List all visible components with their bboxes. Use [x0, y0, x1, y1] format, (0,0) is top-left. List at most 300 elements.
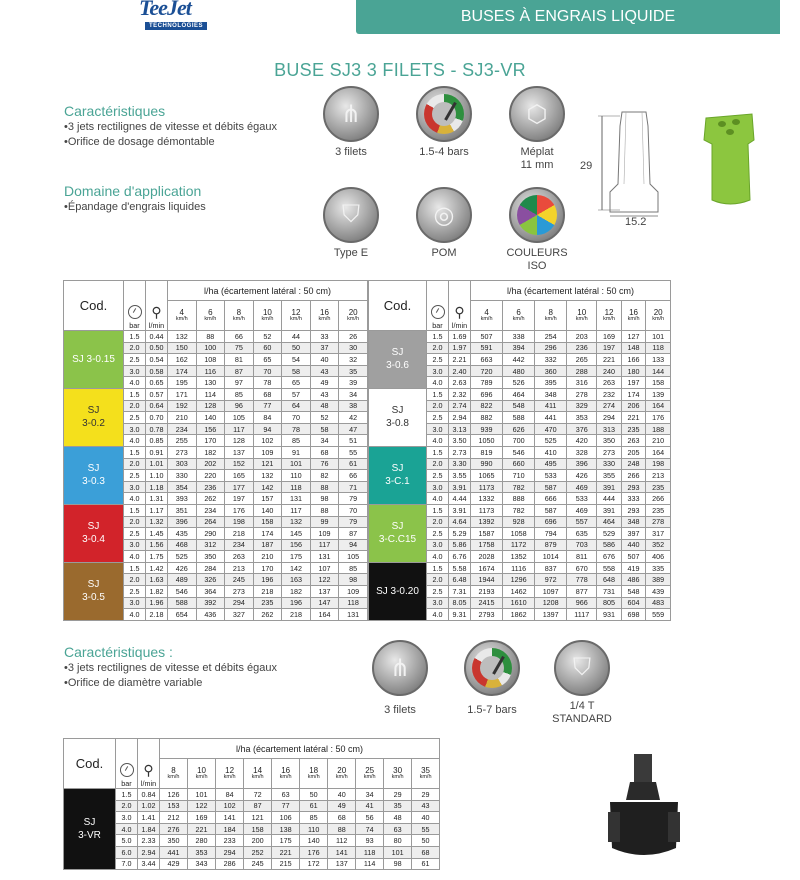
table-cell: 394	[503, 342, 535, 354]
table-cell: 81	[225, 354, 254, 366]
lmin-header: l/min	[148, 321, 165, 330]
table-cell: 77	[272, 800, 300, 812]
table-cell: 353	[567, 412, 597, 424]
icon-label: 1.5-4 bars	[419, 146, 469, 158]
table-cell: 2.94	[449, 412, 471, 424]
icon-label: 1/4 T STANDARD	[552, 700, 612, 725]
table-cell: 65	[282, 377, 311, 389]
table-cell: 5.58	[449, 562, 471, 574]
table-cell: 235	[253, 597, 282, 609]
table-cell: 436	[196, 609, 225, 621]
table-cell: 263	[225, 551, 254, 563]
table-cell: 2.0	[427, 516, 449, 528]
table-cell: 1.42	[146, 562, 168, 574]
table-cell: 210	[168, 412, 197, 424]
table-cell: 1.5	[124, 331, 146, 343]
table-cell: 312	[196, 539, 225, 551]
table-cell: 3.0	[124, 539, 146, 551]
speed-header: 35 km/h	[412, 759, 440, 789]
table-cell: 87	[244, 800, 272, 812]
table-cell: 296	[535, 342, 567, 354]
table-cell: 206	[621, 400, 646, 412]
table-cell: 34	[356, 789, 384, 801]
table-cell: 1.5	[427, 446, 449, 458]
table-cell: 221	[597, 354, 622, 366]
table-cell: 648	[597, 574, 622, 586]
table-cell: 439	[646, 586, 671, 598]
speed-header: 8 km/h	[160, 759, 188, 789]
table-cell: 1208	[535, 597, 567, 609]
table-cell: 782	[503, 504, 535, 516]
table-cell: 2.73	[449, 446, 471, 458]
table-cell: 248	[621, 458, 646, 470]
table-cell: 811	[567, 551, 597, 563]
table-cell: 676	[597, 551, 622, 563]
height-dimension: 29	[580, 160, 593, 172]
table-cell: 1173	[471, 504, 503, 516]
table-row	[64, 331, 368, 343]
table-cell: 507	[471, 331, 503, 343]
table-cell: 116	[196, 365, 225, 377]
table-cell: 88	[310, 504, 339, 516]
table-cell: 112	[328, 835, 356, 847]
table-cell: 442	[503, 354, 535, 366]
table-cell: 548	[621, 586, 646, 598]
table-cell: 5.29	[449, 528, 471, 540]
nozzle-code: SJ 3-0.15	[64, 331, 124, 389]
table-cell: 137	[310, 586, 339, 598]
table-cell: 236	[196, 481, 225, 493]
table-cell: 263	[597, 377, 622, 389]
table-cell: 40	[328, 789, 356, 801]
table-cell: 703	[567, 539, 597, 551]
table-cell: 245	[244, 858, 272, 870]
table-cell: 252	[244, 846, 272, 858]
three-jets-icon: ⋔ 3 filets	[320, 86, 382, 159]
teejet-logo	[137, 0, 232, 34]
table-cell: 254	[535, 331, 567, 343]
table-cell: 34	[310, 435, 339, 447]
brand-name: TeeJet	[139, 0, 191, 20]
table-cell: 2.21	[449, 354, 471, 366]
table-cell: 464	[503, 388, 535, 400]
table-cell: 2.5	[124, 354, 146, 366]
table-cell: 71	[339, 481, 368, 493]
table-cell: 233	[216, 835, 244, 847]
table-cell: 35	[384, 800, 412, 812]
width-dimension: 15.2	[625, 216, 647, 228]
table-cell: 4.0	[124, 435, 146, 447]
table-cell: 58	[310, 423, 339, 435]
table-cell: 700	[503, 435, 535, 447]
speed-header: 8 km/h	[535, 301, 567, 331]
table-cell: 121	[244, 812, 272, 824]
table-cell: 591	[471, 342, 503, 354]
table-cell: 236	[567, 342, 597, 354]
table-cell: 666	[535, 493, 567, 505]
quarter-turn-icon: ⛉ 1/4 T STANDARD	[551, 640, 613, 726]
table-cell: 122	[188, 800, 216, 812]
table-cell: 52	[310, 412, 339, 424]
feature-item: • Orifice de dosage démontable	[64, 135, 277, 150]
icon-label: 3 filets	[335, 146, 367, 158]
table-row	[369, 504, 671, 516]
table-cell: 43	[412, 800, 440, 812]
bar-header: bar	[121, 779, 132, 788]
table-cell: 3.91	[449, 504, 471, 516]
table-cell: 198	[646, 458, 671, 470]
table-cell: 49	[328, 800, 356, 812]
table-cell: 354	[168, 481, 197, 493]
table-cell: 396	[168, 516, 197, 528]
table-row	[369, 562, 671, 574]
nozzle-code: SJ 3-0.6	[369, 331, 427, 389]
table-cell: 1.41	[138, 812, 160, 824]
table-cell: 175	[282, 551, 311, 563]
table-cell: 348	[621, 516, 646, 528]
table-cell: 352	[646, 539, 671, 551]
table-cell: 1058	[503, 528, 535, 540]
table-cell: 164	[646, 446, 671, 458]
feature-item: • Orifice de diamètre variable	[64, 676, 277, 691]
table-cell: 480	[503, 365, 535, 377]
table-cell: 276	[160, 823, 188, 835]
table-cell: 170	[253, 562, 282, 574]
speed-header: 10 km/h	[188, 759, 216, 789]
table-cell: 6.0	[116, 846, 138, 858]
table-cell: 152	[225, 458, 254, 470]
table-cell: 1.5	[427, 388, 449, 400]
table-cell: 50	[300, 789, 328, 801]
table-row	[64, 858, 440, 870]
table-cell: 218	[282, 609, 311, 621]
table-cell: 132	[282, 516, 311, 528]
table-cell: 406	[646, 551, 671, 563]
green-nozzle-photo	[700, 110, 760, 210]
table-row	[369, 446, 671, 458]
table-cell: 266	[646, 493, 671, 505]
table-cell: 264	[196, 516, 225, 528]
icon-label: Méplat 11 mm	[520, 146, 554, 171]
table-cell: 78	[253, 377, 282, 389]
table-cell: 26	[339, 331, 368, 343]
table-cell: 2.32	[449, 388, 471, 400]
table-cell: 85	[339, 562, 368, 574]
table-cell: 419	[621, 562, 646, 574]
table-cell: 169	[597, 331, 622, 343]
table-cell: 66	[225, 331, 254, 343]
table-cell: 1332	[471, 493, 503, 505]
header-banner: BUSES À ENGRAIS LIQUIDE	[356, 0, 780, 34]
table-cell: 313	[597, 423, 622, 435]
table-cell: 0.70	[146, 412, 168, 424]
table-cell: 928	[503, 516, 535, 528]
table-cell: 6.48	[449, 574, 471, 586]
features-vr-list	[64, 661, 277, 691]
table-cell: 85	[225, 388, 254, 400]
table-cell: 117	[310, 539, 339, 551]
table-cell: 110	[300, 823, 328, 835]
table-cell: 182	[282, 586, 311, 598]
table-cell: 2.0	[124, 574, 146, 586]
table-cell: 68	[412, 846, 440, 858]
table-cell: 1610	[503, 597, 535, 609]
table-cell: 148	[621, 342, 646, 354]
table-cell: 147	[310, 597, 339, 609]
table-cell: 221	[621, 412, 646, 424]
table-cell: 118	[339, 597, 368, 609]
table-row	[64, 812, 440, 824]
speed-header: 12 km/h	[597, 301, 622, 331]
table-cell: 49	[310, 377, 339, 389]
table-cell: 174	[253, 528, 282, 540]
table-cell: 1.5	[124, 504, 146, 516]
table-cell: 778	[567, 574, 597, 586]
table-cell: 3.13	[449, 423, 471, 435]
table-cell: 1.96	[146, 597, 168, 609]
table-cell: 182	[196, 446, 225, 458]
table-cell: 837	[535, 562, 567, 574]
table-cell: 1674	[471, 562, 503, 574]
table-cell: 1.5	[124, 388, 146, 400]
table-cell: 273	[597, 446, 622, 458]
table-cell: 109	[310, 528, 339, 540]
table-cell: 351	[168, 504, 197, 516]
table-cell: 140	[253, 504, 282, 516]
table-cell: 966	[567, 597, 597, 609]
table-cell: 1.5	[116, 789, 138, 801]
table-cell: 263	[621, 435, 646, 447]
table-cell: 164	[646, 400, 671, 412]
speed-header: 6 km/h	[196, 301, 225, 331]
table-cell: 234	[225, 539, 254, 551]
pom-material-icon: ◎ POM	[413, 187, 475, 260]
table-cell: 1065	[471, 470, 503, 482]
table-cell: 635	[567, 528, 597, 540]
table-cell: 294	[597, 412, 622, 424]
table-cell: 235	[646, 504, 671, 516]
table-cell: 588	[503, 412, 535, 424]
table-cell: 128	[196, 400, 225, 412]
table-cell: 626	[503, 423, 535, 435]
table-cell: 4.0	[124, 551, 146, 563]
table-cell: 262	[253, 609, 282, 621]
table-cell: 4.0	[427, 377, 449, 389]
table-cell: 335	[646, 562, 671, 574]
table-cell: 882	[471, 412, 503, 424]
table-cell: 91	[282, 446, 311, 458]
table-cell: 4.0	[427, 435, 449, 447]
table-cell: 58	[282, 365, 311, 377]
table-cell: 293	[621, 481, 646, 493]
table-cell: 57	[282, 388, 311, 400]
table-cell: 88	[196, 331, 225, 343]
table-cell: 54	[282, 354, 311, 366]
table-cell: 696	[535, 516, 567, 528]
speed-header: 30 km/h	[384, 759, 412, 789]
table-cell: 34	[339, 388, 368, 400]
table-cell: 82	[310, 470, 339, 482]
table-cell: 587	[535, 481, 567, 493]
table-cell: 1.5	[124, 562, 146, 574]
table-cell: 1.5	[427, 562, 449, 574]
icon-label: COULEURS ISO	[506, 247, 568, 272]
table-cell: 329	[567, 400, 597, 412]
table-cell: 122	[310, 574, 339, 586]
table-cell: 2.63	[449, 377, 471, 389]
table-cell: 1.31	[146, 493, 168, 505]
table-cell: 50	[282, 342, 311, 354]
table-cell: 0.54	[146, 354, 168, 366]
table-cell: 0.50	[146, 342, 168, 354]
table-cell: 0.65	[146, 377, 168, 389]
table-cell: 78	[282, 423, 311, 435]
table-cell: 588	[168, 597, 197, 609]
nozzle-code: SJ 3-0.2	[64, 388, 124, 446]
table-cell: 110	[282, 470, 311, 482]
table-cell: 3.50	[449, 435, 471, 447]
table-cell: 165	[225, 470, 254, 482]
table-cell: 360	[535, 365, 567, 377]
table-cell: 142	[253, 481, 282, 493]
table-cell: 141	[328, 846, 356, 858]
table-cell: 343	[188, 858, 216, 870]
table-cell: 108	[196, 354, 225, 366]
application-list	[64, 200, 206, 215]
table-cell: 2793	[471, 609, 503, 621]
table-cell: 137	[328, 858, 356, 870]
table-cell: 468	[168, 539, 197, 551]
table-cell: 7.31	[449, 586, 471, 598]
speed-header: 12 km/h	[282, 301, 311, 331]
bar-header: bar	[432, 321, 443, 330]
table-cell: 98	[339, 574, 368, 586]
icon-label: POM	[431, 247, 457, 259]
table-cell: 2.0	[427, 458, 449, 470]
table-cell: 169	[188, 812, 216, 824]
table-cell: 4.64	[449, 516, 471, 528]
nozzle-technical-drawing	[580, 104, 690, 234]
table-cell: 88	[310, 481, 339, 493]
table-cell: 1462	[503, 586, 535, 598]
table-cell: 43	[310, 365, 339, 377]
table-cell: 141	[216, 812, 244, 824]
table-row	[64, 504, 368, 516]
table-cell: 355	[597, 470, 622, 482]
table-cell: 210	[646, 435, 671, 447]
speed-header: 4 km/h	[168, 301, 197, 331]
table-cell: 176	[300, 846, 328, 858]
table-cell: 731	[597, 586, 622, 598]
table-cell: 2.5	[427, 354, 449, 366]
table-cell: 3.0	[427, 597, 449, 609]
table-cell: 39	[339, 377, 368, 389]
table-cell: 35	[339, 365, 368, 377]
table-cell: 280	[188, 835, 216, 847]
table-cell: 395	[535, 377, 567, 389]
table-cell: 3.44	[138, 858, 160, 870]
table-cell: 1.69	[449, 331, 471, 343]
table-cell: 410	[535, 446, 567, 458]
black-nozzle-photo	[604, 752, 684, 872]
table-cell: 526	[503, 377, 535, 389]
lmin-header: l/min	[451, 321, 468, 330]
table-cell: 61	[412, 858, 440, 870]
table-cell: 7.0	[116, 858, 138, 870]
table-cell: 43	[310, 388, 339, 400]
table-cell: 80	[384, 835, 412, 847]
table-cell: 33	[310, 331, 339, 343]
table-cell: 98	[310, 493, 339, 505]
tap-icon: ⚲	[143, 762, 154, 778]
table-cell: 200	[244, 835, 272, 847]
table-cell: 327	[225, 609, 254, 621]
table-cell: 546	[168, 586, 197, 598]
table-cell: 290	[196, 528, 225, 540]
table-cell: 68	[328, 812, 356, 824]
table-cell: 40	[412, 812, 440, 824]
nozzle-code: SJ 3-VR	[64, 789, 116, 870]
table-cell: 42	[339, 412, 368, 424]
table-cell: 84	[216, 789, 244, 801]
table-cell: 145	[282, 528, 311, 540]
nozzle-code: SJ 3-0.3	[64, 446, 124, 504]
table-row	[64, 446, 368, 458]
table-cell: 98	[384, 858, 412, 870]
table-cell: 397	[621, 528, 646, 540]
table-cell: 1397	[535, 609, 567, 621]
table-cell: 235	[621, 423, 646, 435]
table-cell: 2028	[471, 551, 503, 563]
table-cell: 139	[646, 388, 671, 400]
table-cell: 879	[535, 539, 567, 551]
table-cell: 158	[244, 823, 272, 835]
table-cell: 2.5	[124, 470, 146, 482]
table-cell: 411	[535, 400, 567, 412]
table-cell: 176	[646, 412, 671, 424]
table-cell: 85	[282, 435, 311, 447]
table-cell: 105	[339, 551, 368, 563]
table-cell: 698	[621, 609, 646, 621]
table-cell: 65	[253, 354, 282, 366]
table-cell: 131	[282, 493, 311, 505]
table-cell: 221	[188, 823, 216, 835]
table-cell: 66	[339, 470, 368, 482]
table-cell: 70	[253, 365, 282, 377]
table-cell: 234	[196, 504, 225, 516]
table-cell: 931	[597, 609, 622, 621]
page-title: BUSE SJ3 3 FILETS - SJ3-VR	[274, 60, 526, 80]
table-cell: 2.0	[124, 342, 146, 354]
speed-header: 25 km/h	[356, 759, 384, 789]
speed-header: 16 km/h	[272, 759, 300, 789]
table-cell: 789	[471, 377, 503, 389]
table-cell: 3.30	[449, 458, 471, 470]
table-cell: 525	[535, 435, 567, 447]
table-cell: 557	[567, 516, 597, 528]
table-cell: 118	[646, 342, 671, 354]
table-cell: 140	[300, 835, 328, 847]
table-cell: 40	[310, 354, 339, 366]
table-cell: 393	[168, 493, 197, 505]
table-cell: 97	[225, 377, 254, 389]
table-cell: 172	[300, 858, 328, 870]
table-cell: 805	[597, 597, 622, 609]
table-cell: 47	[339, 423, 368, 435]
table-cell: 126	[160, 789, 188, 801]
table-cell: 196	[253, 574, 282, 586]
table-cell: 164	[310, 609, 339, 621]
